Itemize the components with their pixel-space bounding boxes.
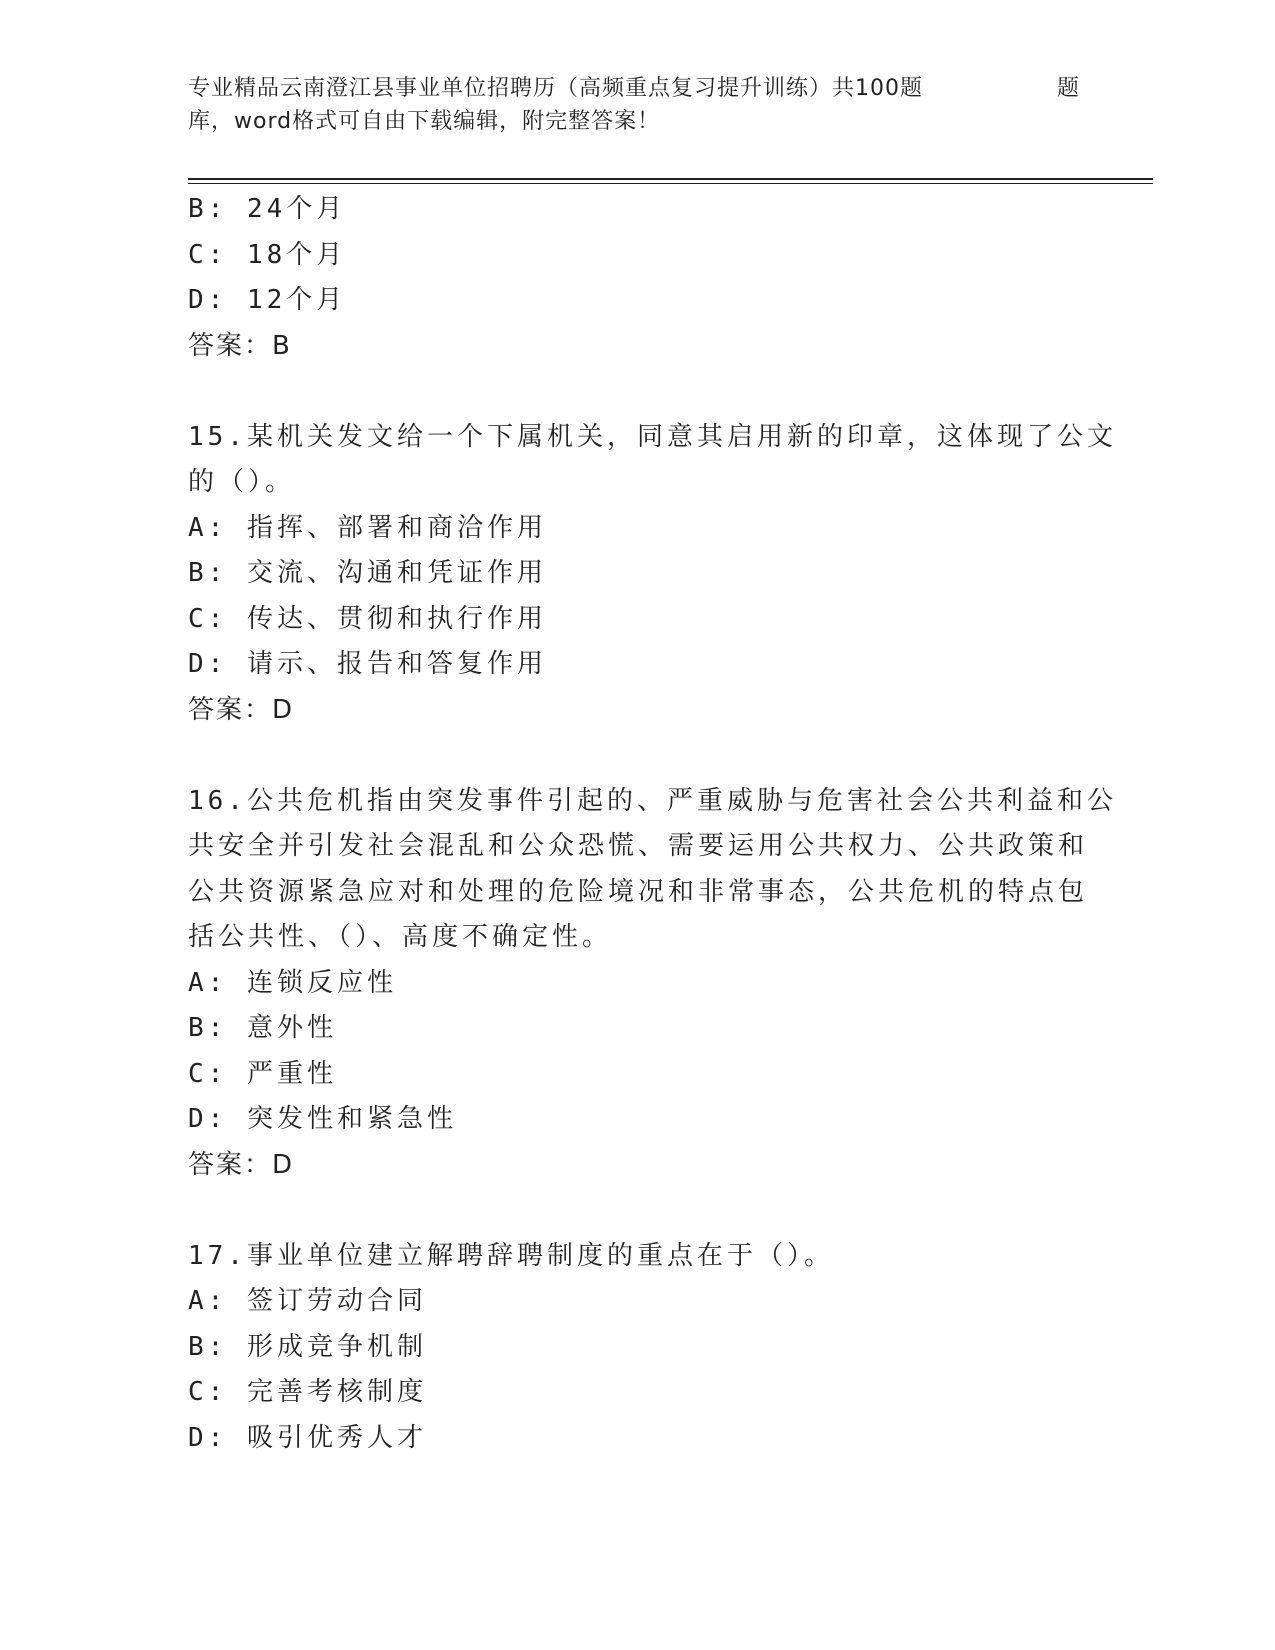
question-option: D: 请示、报告和答复作用 — [188, 649, 547, 679]
question-option: D: 12个月 — [188, 285, 347, 315]
question-16 — [188, 779, 1117, 1189]
spacer — [188, 1188, 1088, 1234]
header-title-tail: 题 — [1057, 76, 1081, 101]
question-answer: 答案：D — [188, 1149, 295, 1180]
document-body — [188, 187, 1117, 1461]
spacer — [188, 369, 1088, 415]
question-option: B: 形成竞争机制 — [188, 1331, 427, 1362]
question-stem: 16.公共危机指由突发事件引起的、严重威胁与危害社会公共利益和公 — [188, 785, 1117, 816]
question-option: B: 交流、沟通和凭证作用 — [188, 558, 547, 588]
question-stem: 17.事业单位建立解聘辞聘制度的重点在于（）。 — [188, 1240, 834, 1271]
question-15 — [188, 415, 1117, 734]
question-stem: 15.某机关发文给一个下属机关，同意其启用新的印章，这体现了公文 — [188, 421, 1117, 452]
question-option: C: 传达、贯彻和执行作用 — [188, 603, 547, 634]
question-stem: 公共资源紧急应对和处理的危险境况和非常事态，公共危机的特点包 — [188, 876, 1089, 907]
header-title-line2: 库，word格式可自由下载编辑，附完整答案！ — [188, 109, 661, 134]
question-option: C: 18个月 — [188, 239, 347, 270]
question-option: C: 严重性 — [188, 1058, 337, 1089]
question-option: B: 24个月 — [188, 194, 347, 224]
spacer — [188, 733, 1088, 779]
question-14-remainder — [188, 187, 1088, 369]
question-answer: 答案：B — [188, 330, 292, 361]
question-answer: 答案：D — [188, 694, 295, 725]
question-option: D: 吸引优秀人才 — [188, 1422, 427, 1453]
header-title-line1: 专业精品云南澄江县事业单位招聘历（高频重点复习提升训练）共100题 — [188, 76, 923, 101]
header-rule-thick — [188, 178, 1153, 180]
question-option: D: 突发性和紧急性 — [188, 1104, 457, 1134]
question-17 — [188, 1234, 1088, 1462]
document-header — [188, 72, 1088, 138]
question-option: A: 签订劳动合同 — [188, 1286, 427, 1316]
question-stem: 共安全并引发社会混乱和公众恐慌、需要运用公共权力、公共政策和 — [188, 831, 1089, 861]
question-option: A: 连锁反应性 — [188, 967, 397, 998]
question-option: A: 指挥、部署和商洽作用 — [188, 512, 547, 543]
question-option: C: 完善考核制度 — [188, 1377, 427, 1407]
question-stem: 括公共性、（）、高度不确定性。 — [188, 922, 613, 952]
question-stem: 的（）。 — [188, 467, 296, 497]
header-rule-thin — [188, 183, 1153, 184]
question-option: B: 意外性 — [188, 1013, 337, 1043]
